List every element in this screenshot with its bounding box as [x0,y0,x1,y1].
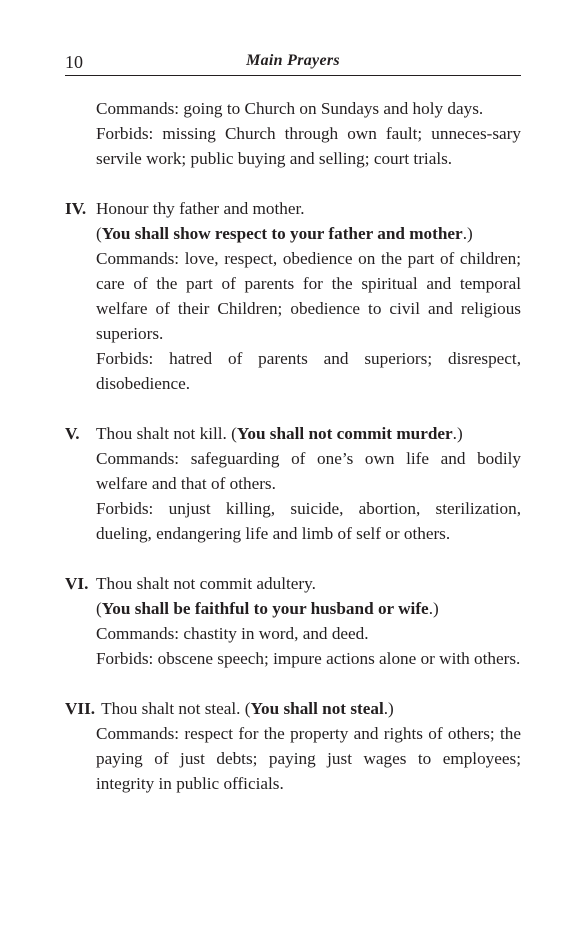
commandment-title: Thou shalt not commit adultery. [96,574,316,593]
page-body [65,96,521,796]
commands-text: Commands: chastity in word, and deed. [96,624,369,643]
commandment-heading [65,196,521,221]
paraphrase-bold: You shall show respect to your father and mother [101,224,463,243]
commandment-numeral: V. [65,424,80,443]
commandment-paraphrase: (You shall be faithful to your husband or wife.) [96,599,439,618]
commandment-numeral: IV. [65,199,87,218]
commands-text: Commands: love, respect, obedience on the part of children; care of the part of parents for the spiritual and temporal welfare of their Children; obedience to civil and religious superiors. [96,249,521,343]
commandment-numeral: VI. [65,574,89,593]
continuation-section [65,96,521,171]
commandment-paraphrase: (You shall show respect to your father and mother.) [96,224,473,243]
forbids-text: Forbids: obscene speech; impure actions alone or with others. [96,649,521,668]
running-title: Main Prayers [246,52,340,69]
paraphrase-bold: You shall be faithful to your husband or wife [101,599,429,618]
forbids-text: Forbids: hatred of parents and superiors; disrespect, disobedience. [96,349,521,393]
page-number: 10 [65,52,83,72]
commandment-vi [65,571,521,671]
commandment-numeral: VII. [65,699,96,718]
commandment-title: Thou shalt not kill. ( [96,424,237,443]
forbids-text: Forbids: unjust killing, suicide, abortion, sterilization, dueling, endangering life and limb of self or others. [96,499,521,543]
forbids-text: Forbids: missing Church through own fault; unneces-sary servile work; public buying and selling; court trials. [96,124,521,168]
commandment-heading [65,571,521,596]
running-header [65,44,521,76]
commandment-heading: V. Thou shalt not kill. (You shall not commit murder.) [65,421,521,446]
paraphrase-bold: You shall not steal [250,699,384,718]
commands-text: Commands: going to Church on Sundays and holy days. [96,99,484,118]
commandment-title: Thou shalt not steal. ( [101,699,251,718]
commandment-heading: VII. Thou shalt not steal. (You shall not steal.) [65,696,521,721]
commandment-iv [65,196,521,396]
commands-text: Commands: safeguarding of one’s own life and bodily welfare and that of others. [96,449,521,493]
commandment-v [65,421,521,546]
commandment-vii [65,696,521,796]
paraphrase-bold: You shall not commit murder [236,424,453,443]
commandment-title: Honour thy father and mother. [96,199,305,218]
commands-text: Commands: respect for the property and rights of others; the paying of just debts; paying just wages to employees; integrity in public officials. [96,724,521,793]
